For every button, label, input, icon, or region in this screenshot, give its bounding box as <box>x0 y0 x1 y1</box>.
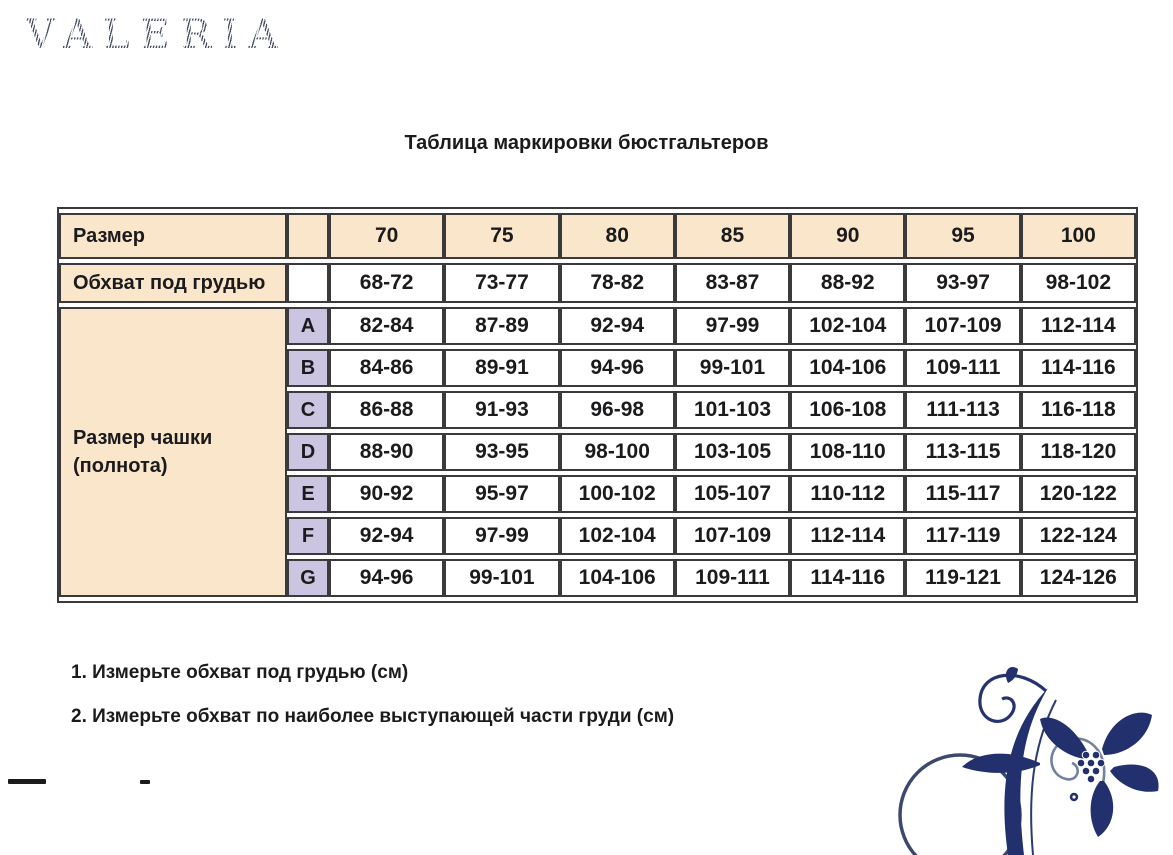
size-chart-table <box>59 209 1136 601</box>
bust-range-cell: 89-91 <box>444 349 559 387</box>
bust-range-cell: 82-84 <box>329 307 444 345</box>
cup-section-label <box>59 307 287 597</box>
band-size-header: 100 <box>1021 213 1136 259</box>
bust-range-cell: 98-100 <box>560 433 675 471</box>
bust-range-cell: 104-106 <box>790 349 905 387</box>
bust-range-cell: 95-97 <box>444 475 559 513</box>
table-row-size <box>59 213 1136 259</box>
corner-cell-top <box>287 213 329 259</box>
page-title: Таблица маркировки бюстгальтеров <box>404 132 769 154</box>
bust-range-cell: 120-122 <box>1021 475 1136 513</box>
cup-letter-cell: D <box>287 433 329 471</box>
underbust-row-label: Обхват под грудью <box>59 263 287 303</box>
cup-section-label-line2: (полнота) <box>73 455 168 477</box>
bust-range-cell: 112-114 <box>790 517 905 555</box>
bust-range-cell: 122-124 <box>1021 517 1136 555</box>
band-size-header: 95 <box>905 213 1020 259</box>
floral-swirl-ornament-icon <box>870 655 1173 855</box>
bust-range-cell: 112-114 <box>1021 307 1136 345</box>
size-chart-table-wrapper <box>57 207 1138 603</box>
brand-logo: VALERIA <box>26 12 289 58</box>
bust-range-cell: 115-117 <box>905 475 1020 513</box>
size-row-label: Размер <box>59 213 287 259</box>
cup-section-label-line1: Размер чашки <box>73 427 213 449</box>
cup-letter-cell: B <box>287 349 329 387</box>
bust-range-cell: 94-96 <box>329 559 444 597</box>
bust-range-cell: 92-94 <box>560 307 675 345</box>
cup-letter-cell: A <box>287 307 329 345</box>
underbust-range-cell: 83-87 <box>675 263 790 303</box>
bust-range-cell: 91-93 <box>444 391 559 429</box>
bust-range-cell: 109-111 <box>675 559 790 597</box>
bust-range-cell: 116-118 <box>1021 391 1136 429</box>
cup-letter-cell: F <box>287 517 329 555</box>
bust-range-cell: 105-107 <box>675 475 790 513</box>
cup-letter-cell: E <box>287 475 329 513</box>
bust-range-cell: 97-99 <box>444 517 559 555</box>
bust-range-cell: 109-111 <box>905 349 1020 387</box>
bust-range-cell: 114-116 <box>790 559 905 597</box>
instruction-step-1: 1. Измерьте обхват под грудью (см) <box>71 662 409 683</box>
bust-range-cell: 124-126 <box>1021 559 1136 597</box>
bust-range-cell: 84-86 <box>329 349 444 387</box>
bust-range-cell: 113-115 <box>905 433 1020 471</box>
bust-range-cell: 117-119 <box>905 517 1020 555</box>
bust-range-cell: 101-103 <box>675 391 790 429</box>
bust-range-cell: 114-116 <box>1021 349 1136 387</box>
bust-range-cell: 108-110 <box>790 433 905 471</box>
table-row-cup <box>59 307 1136 345</box>
band-size-header: 85 <box>675 213 790 259</box>
band-size-header: 80 <box>560 213 675 259</box>
cropped-text-fragment <box>8 779 46 784</box>
bust-range-cell: 99-101 <box>444 559 559 597</box>
bust-range-cell: 106-108 <box>790 391 905 429</box>
band-size-header: 90 <box>790 213 905 259</box>
underbust-range-cell: 73-77 <box>444 263 559 303</box>
bust-range-cell: 111-113 <box>905 391 1020 429</box>
band-size-header: 70 <box>329 213 444 259</box>
bust-range-cell: 107-109 <box>905 307 1020 345</box>
bust-range-cell: 110-112 <box>790 475 905 513</box>
table-row-underbust <box>59 263 1136 303</box>
bust-range-cell: 104-106 <box>560 559 675 597</box>
underbust-range-cell: 78-82 <box>560 263 675 303</box>
band-size-header: 75 <box>444 213 559 259</box>
underbust-range-cell: 88-92 <box>790 263 905 303</box>
bust-range-cell: 107-109 <box>675 517 790 555</box>
bust-range-cell: 87-89 <box>444 307 559 345</box>
bust-range-cell: 118-120 <box>1021 433 1136 471</box>
bust-range-cell: 119-121 <box>905 559 1020 597</box>
bust-range-cell: 94-96 <box>560 349 675 387</box>
underbust-range-cell: 93-97 <box>905 263 1020 303</box>
bust-range-cell: 97-99 <box>675 307 790 345</box>
underbust-range-cell: 68-72 <box>329 263 444 303</box>
bust-range-cell: 92-94 <box>329 517 444 555</box>
bust-range-cell: 93-95 <box>444 433 559 471</box>
cup-letter-cell: C <box>287 391 329 429</box>
bust-range-cell: 99-101 <box>675 349 790 387</box>
bust-range-cell: 102-104 <box>560 517 675 555</box>
bust-range-cell: 102-104 <box>790 307 905 345</box>
cropped-text-fragment <box>140 780 150 784</box>
bust-range-cell: 90-92 <box>329 475 444 513</box>
bust-range-cell: 86-88 <box>329 391 444 429</box>
bust-range-cell: 88-90 <box>329 433 444 471</box>
underbust-range-cell: 98-102 <box>1021 263 1136 303</box>
bust-range-cell: 100-102 <box>560 475 675 513</box>
bust-range-cell: 103-105 <box>675 433 790 471</box>
bust-range-cell: 96-98 <box>560 391 675 429</box>
instruction-step-2: 2. Измерьте обхват по наиболее выступающей части груди (см) <box>71 706 675 727</box>
corner-cell-bottom <box>287 263 329 303</box>
cup-letter-cell: G <box>287 559 329 597</box>
